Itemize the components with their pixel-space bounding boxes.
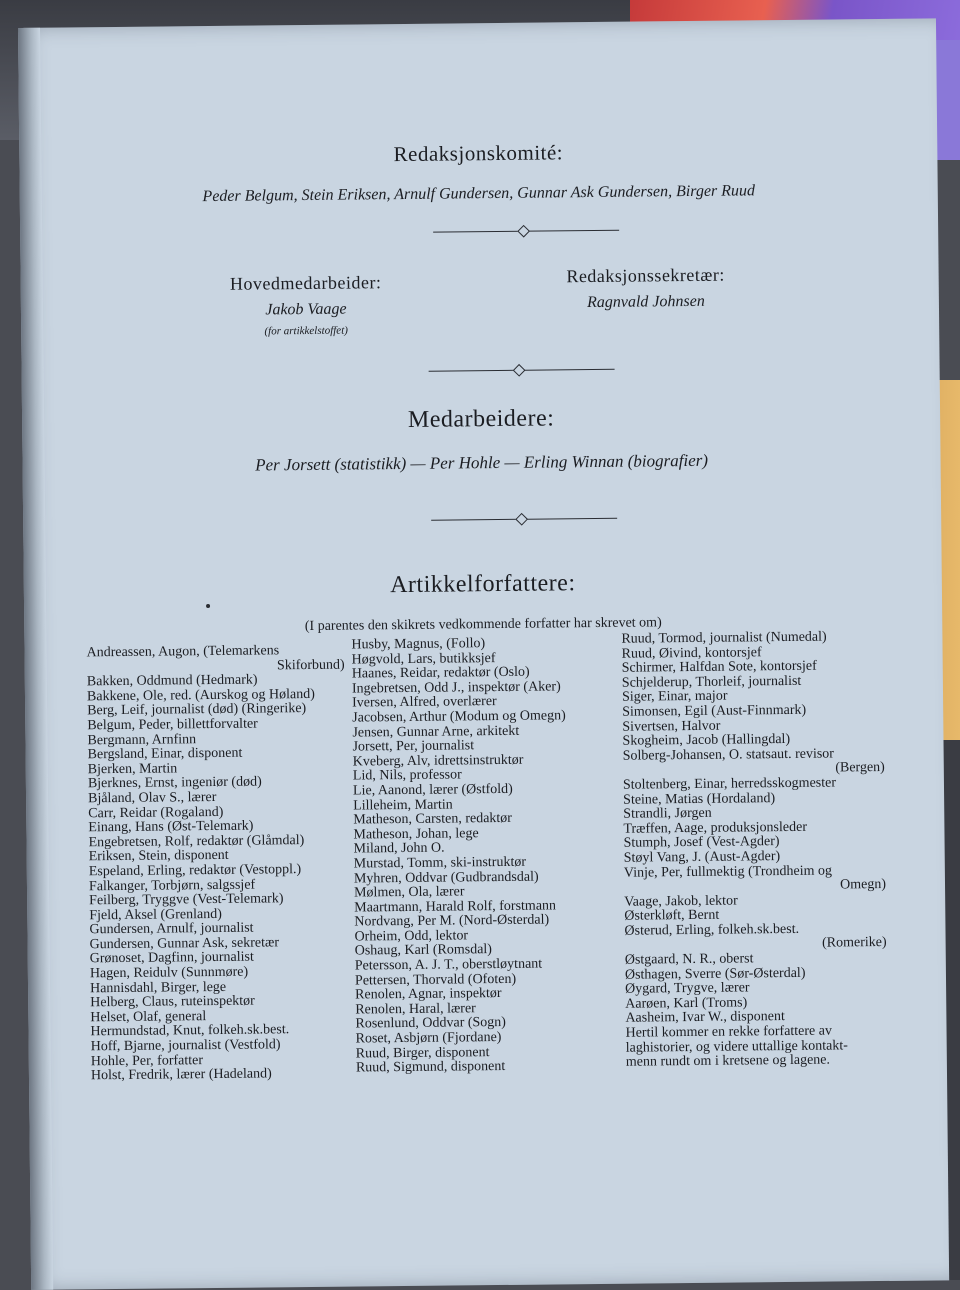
author-entry: Bjerken, Martin — [87, 761, 178, 778]
author-entry: Stumph, Josef (Vest-Agder) — [623, 834, 780, 852]
author-entry: Bergmann, Arnfinn — [87, 731, 197, 748]
author-entry: Hermundstad, Knut, folkeh.sk.best. — [90, 1022, 290, 1040]
ornament-divider-2 — [429, 364, 609, 378]
author-entry: Stoltenberg, Einar, herredsskogmester — [622, 775, 837, 793]
author-entry: Holst, Fredrik, lærer (Hadeland) — [90, 1066, 272, 1084]
author-entry: Vinje, Per, fullmektig (Trondheim og — [623, 863, 833, 881]
author-entry: Østerud, Erling, folkeh.sk.best. — [624, 921, 800, 939]
author-entry: Øygard, Trygve, lærer — [625, 980, 750, 997]
author-entry: Carr, Reidar (Rogaland) — [88, 804, 224, 821]
author-entry: menn rundt om i kretsene og lagene. — [625, 1052, 831, 1070]
author-entry: Sivertsen, Halvor — [622, 718, 721, 735]
committee-names: Peder Belgum, Stein Eriksen, Arnulf Gundersen, Gunnar Ask Gundersen, Birger Ruud — [202, 182, 756, 206]
authors-column-2 — [351, 636, 616, 1077]
author-entry: Strandli, Jørgen — [623, 805, 712, 822]
author-entry: Østhagen, Sverre (Sør-Østerdal) — [624, 965, 806, 983]
author-entry: Schirmer, Halfdan Sote, kontorsjef — [621, 658, 817, 676]
author-entry: Gundersen, Gunnar Ask, sekretær — [89, 935, 280, 953]
main-contributor-block — [191, 272, 422, 338]
book-page — [18, 18, 949, 1290]
heading-authors: Artikkelforfattere: — [389, 570, 576, 599]
author-entry: Aarøen, Karl (Troms) — [625, 995, 748, 1012]
author-entry: Helberg, Claus, ruteinspektør — [90, 993, 255, 1011]
author-entry: Lie, Aanond, lærer (Østfold) — [352, 781, 513, 799]
author-entry: Oshaug, Karl (Romsdal) — [354, 942, 493, 959]
main-contributor-note: (for artikkelstoffet) — [264, 324, 348, 338]
ornament-divider-1 — [433, 225, 613, 239]
authors-column-3 — [621, 630, 888, 1071]
author-entry: (Romerike) — [822, 935, 887, 952]
author-entry: Belgum, Peder, billettforvalter — [87, 716, 258, 734]
author-entry: Myhren, Oddvar (Gudbrandsdal) — [353, 869, 539, 887]
author-entry: Simonsen, Egil (Aust-Finnmark) — [622, 702, 807, 720]
heading-contributors: Medarbeidere: — [407, 405, 555, 433]
author-entry: Schjelderup, Thorleif, journalist — [621, 673, 802, 691]
author-entry: Høgvold, Lars, butikksjef — [351, 650, 496, 668]
author-entry: Berg, Leif, journalist (død) (Ringerike) — [87, 701, 307, 719]
author-entry: Skogheim, Jacob (Hallingdal) — [622, 732, 791, 749]
author-entry: Hohle, Per, forfatter — [90, 1052, 204, 1069]
main-contributor-name: Jakob Vaage — [265, 300, 347, 319]
author-entry: Pettersen, Thorvald (Ofoten) — [354, 971, 517, 989]
authors-subtitle: (I parentes den skikrets vedkommende forfatter har skrevet om) — [304, 615, 662, 635]
author-entry: Ruud, Øivind, kontorsjef — [621, 644, 762, 662]
ornament-divider-3 — [431, 513, 611, 527]
author-entry: Gundersen, Arnulf, journalist — [89, 920, 254, 938]
author-entry: Rosenlund, Oddvar (Sogn) — [355, 1015, 507, 1032]
author-entry: Helset, Olaf, general — [90, 1008, 207, 1026]
author-entry: Roset, Asbjørn (Fjordane) — [355, 1030, 502, 1047]
main-contributor-label: Hovedmedarbeider: — [229, 272, 382, 294]
author-entry: Haanes, Reidar, redaktør (Oslo) — [351, 664, 530, 682]
author-entry: Matheson, Johan, lege — [353, 825, 479, 843]
author-entry: Siger, Einar, major — [621, 688, 728, 706]
author-entry: Hagen, Reidulv (Sunnmøre) — [89, 964, 249, 982]
author-entry: Solberg-Johansen, O. statsaut. revisor — [622, 746, 834, 764]
author-entry: Renolen, Haral, lærer — [355, 1001, 476, 1018]
author-entry: Vaage, Jakob, lektor — [624, 893, 738, 910]
secretary-name: Ragnvald Johnsen — [586, 292, 705, 312]
author-entry: Omegn) — [840, 877, 887, 893]
contributors-line: Per Jorsett (statistikk) — Per Hohle — Erling Winnan (biografier) — [255, 450, 709, 475]
author-entry: Eriksen, Stein, disponent — [88, 848, 229, 865]
author-entry: Feilberg, Tryggve (Vest-Telemark) — [89, 891, 284, 909]
author-entry: Fjeld, Aksel (Grenland) — [89, 906, 222, 923]
author-entry: Kveberg, Alv, idrettsinstruktør — [352, 752, 524, 770]
author-entry: Træffen, Aage, produksjonsleder — [623, 819, 808, 837]
author-entry: Ruud, Tormod, journalist (Numedal) — [621, 629, 827, 647]
author-entry: Andreassen, Augon, (Telemarkens — [86, 643, 280, 661]
author-entry: Bakken, Oddmund (Hedmark) — [86, 672, 258, 690]
author-entry: Miland, John O. — [353, 840, 445, 857]
author-entry: Espeland, Erling, redaktør (Vestoppl.) — [88, 861, 302, 880]
author-entry: Bjåland, Olav S., lærer — [87, 789, 217, 807]
secretary-block — [531, 264, 761, 312]
author-entry: Iversen, Alfred, overlærer — [352, 694, 497, 711]
author-entry: Skiforbund) — [276, 657, 345, 673]
authors-column-1 — [86, 644, 349, 1084]
author-entry: Steine, Matias (Hordaland) — [623, 790, 776, 808]
author-entry: Husby, Magnus, (Follo) — [351, 636, 486, 653]
author-entry: Hannisdahl, Birger, lege — [89, 979, 227, 996]
heading-committee: Redaksjonskomité: — [393, 140, 564, 167]
author-entry: Nordvang, Per M. (Nord-Østerdal) — [354, 912, 550, 930]
author-entry: Jensen, Gunnar Arne, arkitekt — [352, 723, 520, 741]
author-entry: Bjerknes, Ernst, ingeniør (død) — [87, 774, 262, 792]
author-entry: Einang, Hans (Øst-Telemark) — [88, 818, 254, 836]
page-spine-shadow — [18, 28, 53, 1290]
author-entry: Grønoset, Dagfinn, journalist — [89, 950, 254, 967]
author-entry: Aasheim, Ivar W., disponent — [625, 1009, 785, 1027]
author-entry: Støyl Vang, J. (Aust-Agder) — [623, 848, 781, 866]
author-entry: Hoff, Bjarne, journalist (Vestfold) — [90, 1037, 281, 1055]
secretary-label: Redaksjonssekretær: — [566, 264, 725, 287]
author-entry: (Bergen) — [835, 760, 885, 776]
author-entry: laghistorier, og videre uttallige kontakt- — [625, 1037, 848, 1056]
author-entry: Østerkløft, Bernt — [624, 907, 720, 924]
author-entry: Ruud, Sigmund, disponent — [355, 1059, 506, 1076]
author-entry: Murstad, Tomm, ski-instruktør — [353, 854, 527, 872]
author-entry: Maartmann, Harald Rolf, forstmann — [354, 898, 557, 916]
author-entry: Bakkene, Ole, red. (Aurskog og Høland) — [86, 686, 315, 705]
author-entry: Jacobsen, Arthur (Modum og Omegn) — [352, 708, 566, 726]
author-entry: Engebretsen, Rolf, redaktør (Glåmdal) — [88, 832, 305, 851]
author-entry: Hertil kommer en rekke forfattere av — [625, 1023, 833, 1041]
author-entry: Matheson, Carsten, redaktør — [353, 810, 513, 828]
page-speck — [206, 604, 210, 608]
author-entry: Ingebretsen, Odd J., inspektør (Aker) — [351, 679, 561, 697]
author-entry: Falkanger, Torbjørn, salgssjef — [88, 877, 256, 894]
author-entry: Lilleheim, Martin — [353, 797, 453, 814]
author-entry: Bergsland, Einar, disponent — [87, 745, 243, 763]
author-entry: Orheim, Odd, lektor — [354, 928, 469, 945]
author-entry: Petersson, A. J. T., oberstløytnant — [354, 956, 543, 974]
author-entry: Mølmen, Ola, lærer — [353, 884, 465, 901]
author-entry: Jorsett, Per, journalist — [352, 738, 475, 755]
author-entry: Lid, Nils, professor — [352, 767, 462, 784]
author-entry: Renolen, Agnar, inspektør — [355, 986, 502, 1003]
author-entry: Ruud, Birger, disponent — [355, 1044, 490, 1062]
author-entry: Østgaard, N. R., oberst — [624, 951, 754, 968]
